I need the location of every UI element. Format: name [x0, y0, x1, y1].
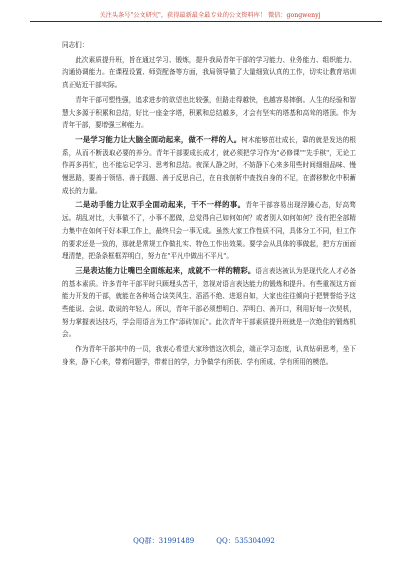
page-footer	[0, 536, 408, 546]
section-heading: 一是学习能力让大脑全面动起来，做不一样的人。	[75, 134, 242, 144]
paragraph-overview	[62, 94, 356, 132]
paragraph-text: 青年干部容易出现浮躁心态，好高骛远。胡乱对比，大事做不了，小事不愿做，总觉得自己如何如何？或者别人如何如何？没有把全部精力集中在如何干好本职工作上，最终只会一事无成。虽然大家工作性质不同，具体分工不同，但工作的要求还是一致的，那就是常规工作做扎实、特色工作出效果。要学会从具体的事做起，把方方面面理清楚，把条条框框弄明白，努力在"平凡中做出不平凡"。	[62, 201, 356, 261]
greeting: 同志们：	[62, 41, 89, 49]
qq-group-contact: QQ群：31991489	[133, 537, 195, 545]
qq-contact: QQ：535304092	[216, 537, 275, 545]
paragraph-text: 树木能够茁壮成长，靠的就是发达的根系，从而不断汲取必要的养分。青年干部要成长成才，就必须把学习作为"必修课""先手棋"，无论工作再多再忙，也不能忘记学习、思考和总结。夜深人静之时，不妨静下心来多用些时间细细品味、慢慢思路，要善于领悟、善于践题、善于反思自己，在自我剖析中查找自身的不足，在潜移默化中积蓄成长的力量。	[62, 135, 356, 195]
section-heading: 二是动手能力让双手全面动起来，干不一样的事。	[75, 200, 246, 210]
paragraph-text: 此次素质提升班，旨在通过学习、锻炼，提升我局青年干部的学习能力、业务能力、组织能力、沟通协调能力。在课程设置、师资配备等方面，我局领导做了大量细致认真的工作，切实让教育培训真正贴近干部实际。	[62, 55, 356, 90]
paragraph-closing	[62, 343, 356, 368]
speech-body	[62, 39, 356, 369]
paragraph-learning-ability	[62, 134, 356, 198]
paragraph-text: 语言表达被认为是现代化人才必备的基本素质。许多青年干部平时只顾埋头苦干，忽视对语言表达能力的锻炼和提升。有些重视这方面能力开发的干部，就能在各种场合谈笑风生、滔滔不绝、进退自如，大家也往往倾向于把赞誉给予这些能说、会说、敢说的年轻人。所以，青年干部必须想明白、弄明白、善开口，利用好每一次契机，努力掌握表达技巧，学会用语言为工作"添砖加瓦"。此次青年干部素质提升班就是一次绝佳的锻炼机会。	[62, 266, 356, 339]
paragraph-text: 青年干部可塑性强，追求进步的欲望也比较强，但路走得越快，也越容易摔倒。人生的经验和智慧大多源于积累和总结，好比一座金字塔，积累和总结越多，才会有坚实的塔基和高耸的塔顶。作为青年干部，要增强三种能力。	[62, 95, 356, 130]
paragraph-hands-on-ability	[62, 199, 356, 263]
page-header-banner: 关注头条号"公文研究"，获得最新最全最专业的公文资料库！ 微信：gongwenyj	[99, 12, 321, 19]
header-divider	[30, 21, 382, 22]
paragraph-expression-ability	[62, 265, 356, 341]
section-heading: 三是表达能力让嘴巴全面练起来，成就不一样的精彩。	[75, 265, 256, 275]
paragraph-intro	[62, 54, 356, 92]
paragraph-text: 作为青年干部其中的一员，我衷心希望大家珍惜这次机会，端正学习态度，认真钻研思考，坐下身来，静下心来，带着问题学，带着目的学，力争做学有所获、学有所成、学有所用的模范。	[62, 345, 356, 366]
